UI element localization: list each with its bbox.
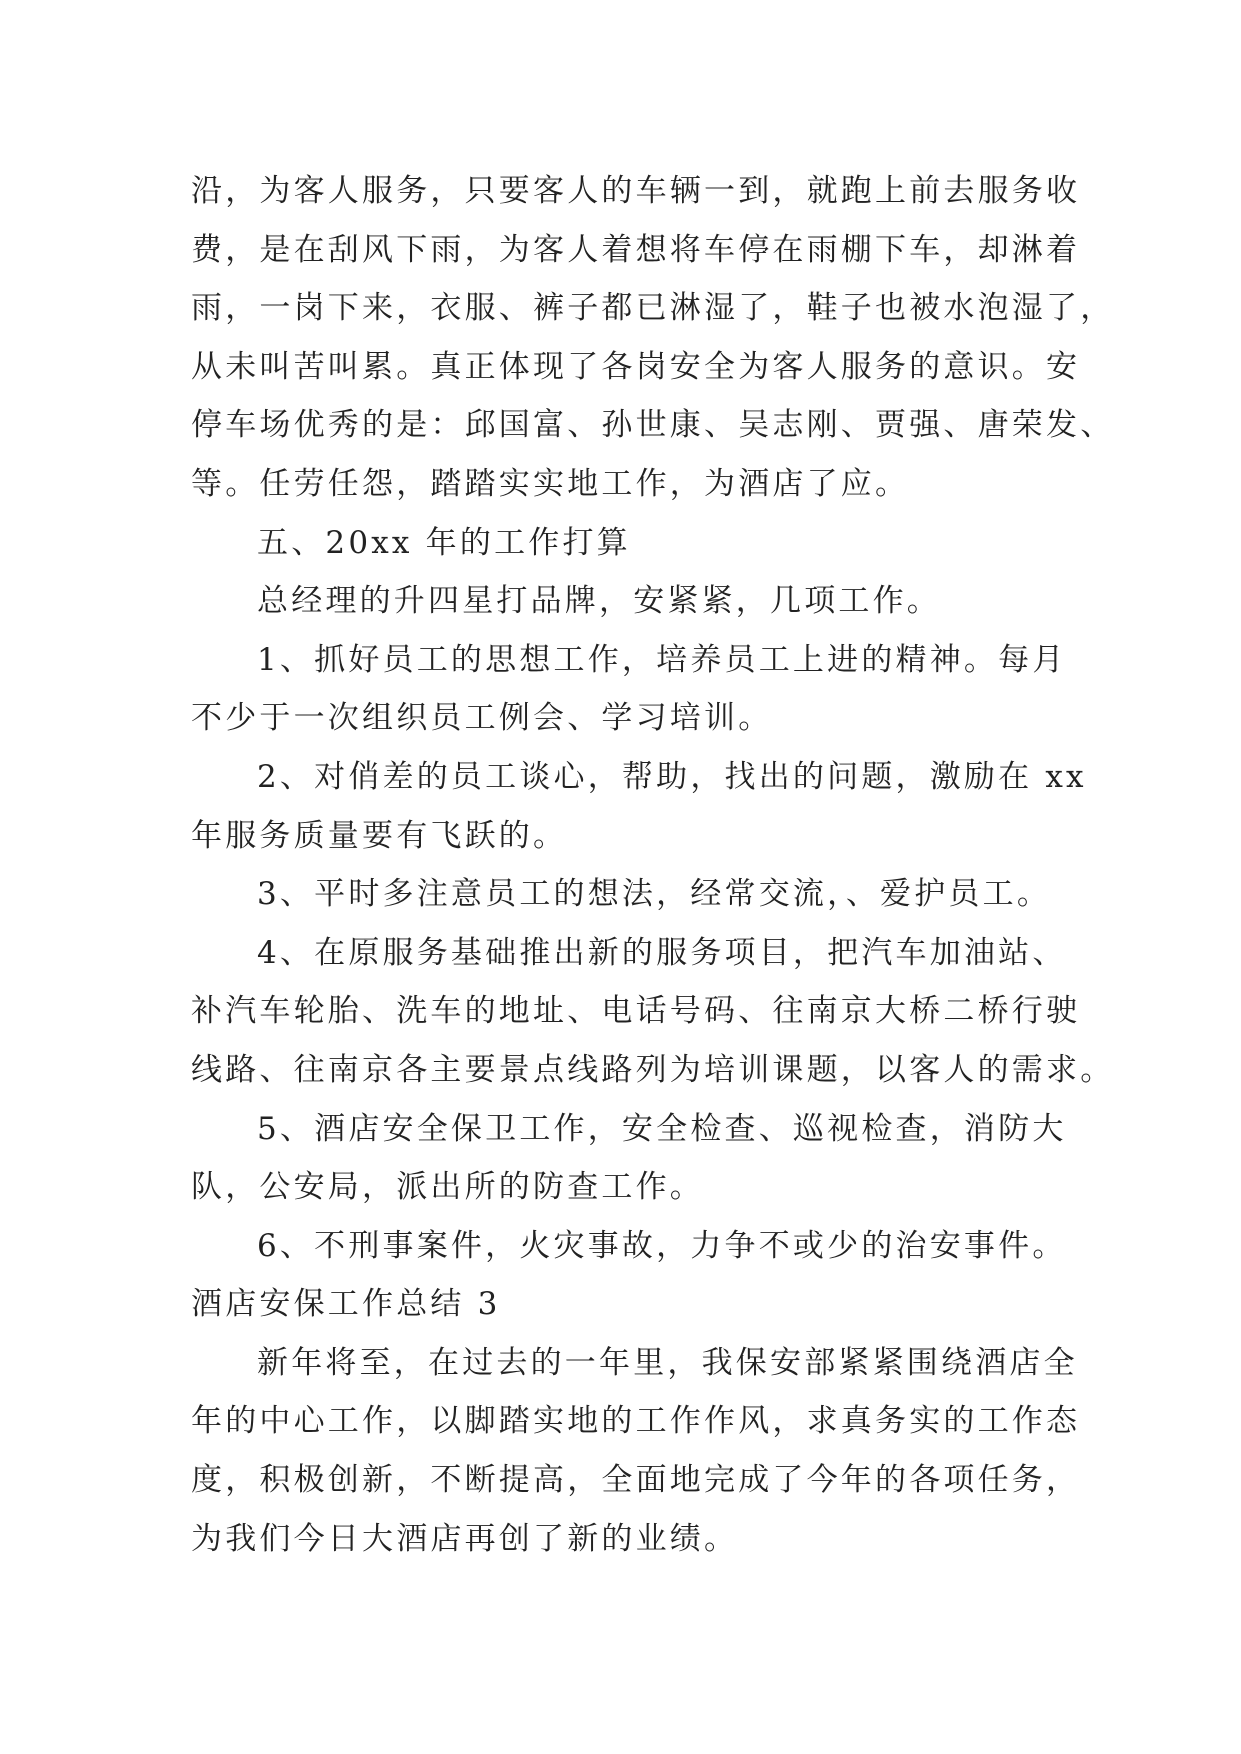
text-line: 年的中心工作，以脚踏实地的工作作风，求真务实的工作态 (191, 1403, 1081, 1440)
text-line: 不少于一次组织员工例会、学习培训。 (191, 700, 773, 737)
list-item-4: 4、在原服务基础推出新的服务项目，把汽车加油站、 (257, 934, 1067, 971)
text-line: 沿，为客人服务，只要客人的车辆一到，就跑上前去服务收 (191, 173, 1081, 209)
text-line: 费，是在刮风下雨，为客人着想将车停在雨棚下车，却淋着 (191, 231, 1081, 268)
list-item-1: 1、抓好员工的思想工作，培养员工上进的精神。每月 (257, 641, 1067, 678)
text-line: 停车场优秀的是：邱国富、孙世康、吴志刚、贾强、唐荣发、 (191, 407, 1115, 444)
list-item-2: 2、对俏差的员工谈心，帮助，找出的问题，激励在 xx (257, 758, 1087, 795)
text-line: 从未叫苦叫累。真正体现了各岗安全为客人服务的意识。安 (191, 348, 1081, 385)
list-item-5: 5、酒店安全保卫工作，安全检查、巡视检查，消防大 (257, 1110, 1067, 1147)
list-item-3: 3、平时多注意员工的想法，经常交流，、爱护员工。 (257, 876, 1052, 913)
text-line: 补汽车轮胎、洗车的地址、电话号码、往南京大桥二桥行驶 (191, 993, 1081, 1030)
section-title: 酒店安保工作总结 3 (191, 1286, 501, 1323)
text-line: 队，公安局，派出所的防查工作。 (191, 1169, 704, 1206)
list-item-6: 6、不刑事案件，火灾事故，力争不或少的治安事件。 (257, 1227, 1067, 1264)
text-line: 年服务质量要有飞跃的。 (191, 817, 568, 854)
document-body (191, 162, 1115, 1568)
section-heading: 五、20xx 年的工作打算 (257, 524, 631, 561)
text-line: 新年将至，在过去的一年里，我保安部紧紧围绕酒店全 (257, 1344, 1078, 1381)
text-line: 等。任劳任怨，踏踏实实地工作，为酒店了应。 (191, 465, 910, 502)
text-line: 度，积极创新，不断提高，全面地完成了今年的各项任务， (191, 1462, 1081, 1499)
text-line: 为我们今日大酒店再创了新的业绩。 (191, 1520, 739, 1557)
text-line: 线路、往南京各主要景点线路列为培训课题，以客人的需求。 (191, 1051, 1115, 1088)
text-line: 总经理的升四星打品牌，安紧紧，几项工作。 (257, 583, 941, 620)
text-line: 雨，一岗下来，衣服、裤子都已淋湿了，鞋子也被水泡湿了， (191, 290, 1115, 327)
